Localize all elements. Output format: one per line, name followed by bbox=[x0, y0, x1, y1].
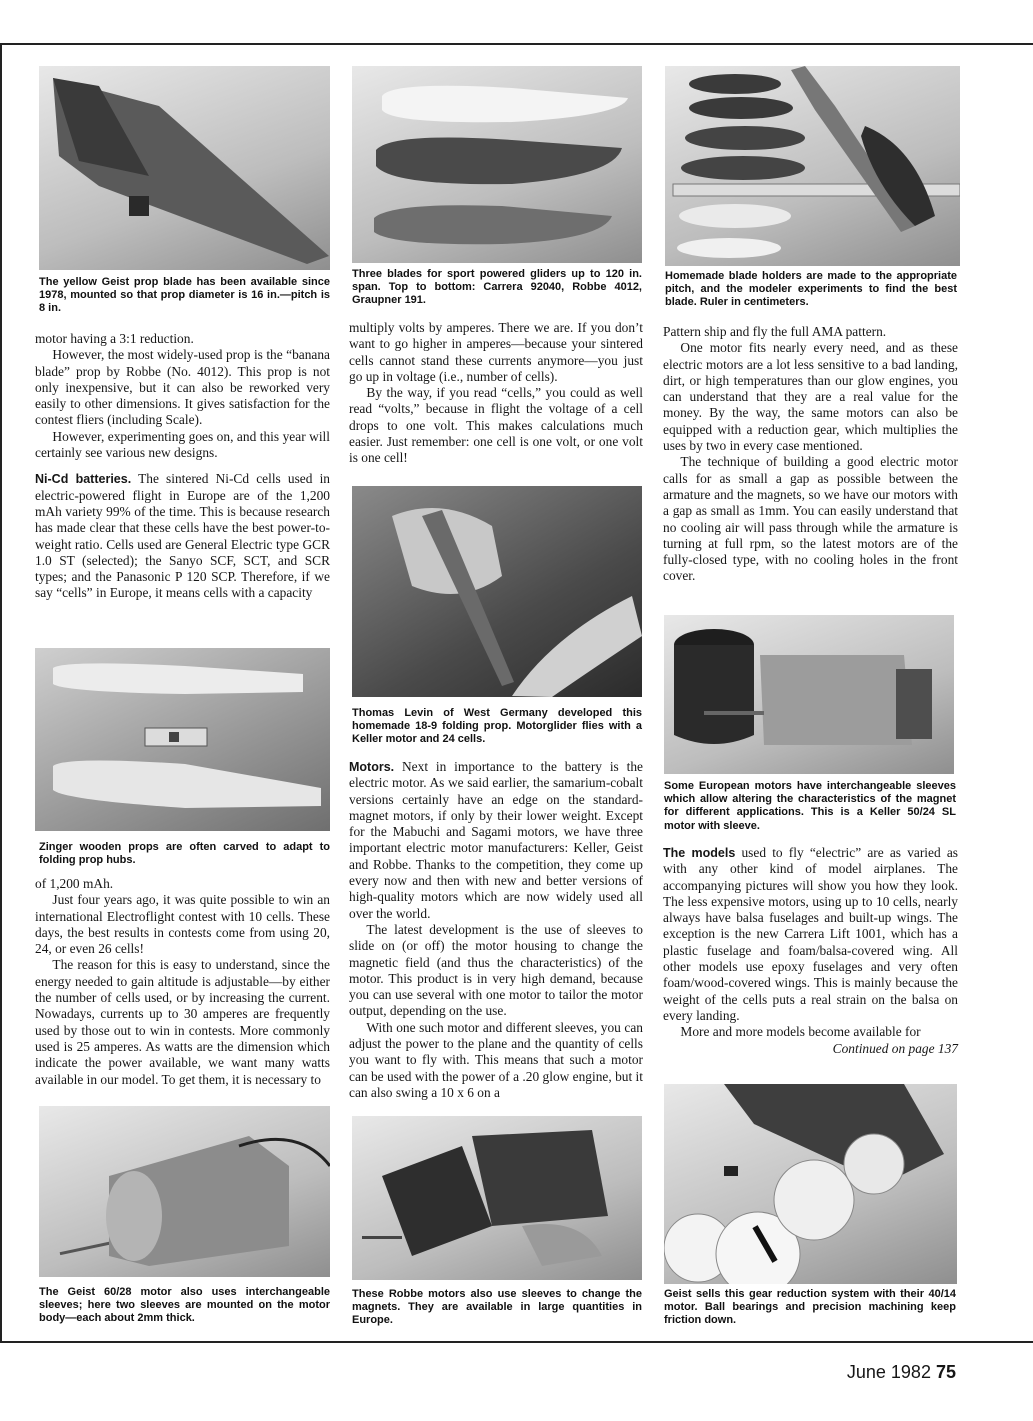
paragraph-models bbox=[663, 845, 958, 1024]
photo-geist-gear-reduction bbox=[664, 1084, 957, 1284]
paragraph: By the way, if you read “cells,” you could as well read “volts,” because in flight the voltage of a cell drops to one volt. This makes calculations much easier. Just remember: one cell is one volt, or one volt is one cell! bbox=[349, 385, 643, 466]
page-number: 75 bbox=[935, 1362, 956, 1382]
left-edge-rule bbox=[0, 43, 2, 1343]
col1-text-top bbox=[35, 331, 330, 602]
caption-robbe-motors: These Robbe motors also use sleeves to change the magnets. They are available in large quantities in Europe. bbox=[352, 1288, 642, 1327]
caption-geist-6028: The Geist 60/28 motor also uses interchangeable sleeves; here two sleeves are mounted on the motor body—each about 2mm thick. bbox=[39, 1286, 330, 1325]
models-body: used to fly “electric” are as varied as with any other kind of model airplanes. The accompanying pictures will show you how they look. The less expensive motors, using up to 10 cells, nearly always have balsa fuselages and built-up wings. The exception is the new Carrera Lift 1001, which has a plastic fuselage and foam/balsa-covered wing. All other models use epoxy fuselages and very often foam/wood-covered wings. This is mainly because the weight of the cells puts a real strain on the balsa on every landing. bbox=[663, 845, 958, 1023]
heading-motors: Motors. bbox=[349, 760, 395, 774]
caption-geist-gear: Geist sells this gear reduction system with their 40/14 motor. Ball bearings and precision machining keep friction down. bbox=[664, 1288, 956, 1327]
heading-models: The models bbox=[663, 846, 736, 860]
paragraph: One motor fits nearly every need, and as these electric motors are a lot less sensitive to a bad landing, dirt, or high temperatures than our glow engines, you can understand that they are a real value for the money. By the way, the same motors can also be equipped with a reduction gear, which multiplies the uses by two in every case mentioned. bbox=[663, 340, 958, 454]
paragraph: With one such motor and different sleeves, you can adjust the power to the plane and the quantity of cells you want to fly with. This means that such a motor can be used with the power of a .20 glow engine, but it can also swing a 10 x 6 on a bbox=[349, 1019, 643, 1100]
caption-thomas-levin: Thomas Levin of West Germany developed this homemade 18-9 folding prop. Motorglider flies with a Keller motor and 24 cells. bbox=[352, 707, 642, 746]
continued-note: Continued on page 137 bbox=[832, 1040, 958, 1056]
bottom-rule bbox=[0, 1341, 1033, 1343]
caption-yellow-geist: The yellow Geist prop blade has been available since 1978, mounted so that prop diameter is 16 in.—pitch is 8 in. bbox=[39, 276, 330, 315]
photo-three-blades bbox=[352, 66, 642, 263]
caption-three-blades: Three blades for sport powered gliders up to 120 in. span. Top to bottom: Carrera 92040, Robbe 4012, Graupner 191. bbox=[352, 268, 642, 307]
photo-keller-motor-sleeve bbox=[664, 615, 954, 774]
col2-text-bottom bbox=[349, 759, 643, 1101]
nicd-body: The sintered Ni-Cd cells used in electric-powered flight in Europe are of the 1,200 mAh variety 99% of the time. This is because research has made clear that these cells have the best power-to-weight ratio. Cells used are General Electric type GCR 1.0 ST (selected); the Sanyo SCF, SCT, and SCR types; and the Panasonic P 120 SCP. Therefore, if we say “cells” in Europe, it means cells with a capacity bbox=[35, 471, 330, 601]
paragraph-nicd bbox=[35, 471, 330, 601]
caption-keller-sleeves: Some European motors have interchangeable sleeves which allow altering the characteristics of the magnet for different applications. This is a Keller 50/24 SL motor with sleeve. bbox=[664, 780, 956, 832]
col3-text-bottom bbox=[663, 845, 958, 1057]
photo-thomas-levin-folding-prop bbox=[352, 486, 642, 697]
page-footer bbox=[847, 1362, 956, 1383]
paragraph-motors bbox=[349, 759, 643, 922]
issue-date: June 1982 bbox=[846, 1362, 931, 1382]
caption-zinger: Zinger wooden props are often carved to adapt to folding prop hubs. bbox=[39, 841, 330, 867]
paragraph: of 1,200 mAh. bbox=[35, 876, 114, 891]
col2-text-top bbox=[349, 320, 643, 467]
photo-yellow-geist-blade bbox=[39, 66, 330, 270]
heading-nicd-batteries: Ni-Cd batteries. bbox=[35, 472, 132, 487]
motors-body: Next in importance to the battery is the electric motor. As we said earlier, the samarium-cobalt versions certainly have an edge on the standard-magnet motors, if only by their lower weight. Except for the Mabuchi and Sagami motors, we have three important electric motor manufacturers: Keller, Geist and Robbe. Thanks to the competition, they come up every now and then with new and better versions of high-quality motors which are now widely used all over the world. bbox=[349, 759, 643, 921]
paragraph: multiply volts by amperes. There we are. If you don’t want to go higher in amperes—because your sintered cells cannot stand these currents anymore—you just go up in voltage (i.e., number of cells). bbox=[349, 320, 643, 384]
photo-homemade-blade-holders bbox=[665, 66, 960, 266]
col3-text-top bbox=[663, 324, 958, 585]
caption-homemade-holders: Homemade blade holders are made to the appropriate pitch, and the modeler experiments to find the best blade. Ruler in centimeters. bbox=[665, 270, 957, 309]
paragraph: More and more models become available for bbox=[680, 1024, 921, 1040]
paragraph: The technique of building a good electric motor calls for as small a gap as possible between the armature and the magnets, so we have our motors with a gap as small as 1mm. You can easily understand that no cooling air will pass through while the armature is turning at full rpm, so the latest motors are of the fully-closed type, with no cooling holes in the front cover. bbox=[663, 454, 958, 584]
col1-text-bottom bbox=[35, 876, 330, 1088]
paragraph: The latest development is the use of sleeves to slide on (or off) the motor housing to change the magnetic field (and thus the characteristics) of the motor. This product is in very high demand, because you can use several with one motor to tailor the motor output, depending on the use. bbox=[349, 921, 643, 1019]
paragraph: Just four years ago, it was quite possible to win an international Electroflight contest with 10 cells. These days, the best results in contests come from using 20, 24, or even 26 cells! bbox=[35, 892, 330, 957]
photo-robbe-motors bbox=[352, 1116, 642, 1280]
paragraph: However, the most widely-used prop is the “banana blade” prop by Robbe (No. 4012). This prop is not only inexpensive, but it can also be reworked very easily to other dimensions. It gives satisfaction for the contest fliers (including Scale). bbox=[35, 347, 330, 428]
photo-zinger-props bbox=[35, 648, 330, 831]
paragraph: The reason for this is easy to understand, since the energy needed to gain altitude is adjustable—by either the number of cells used, or by increasing the current. Nowadays, currents up to 30 amperes are frequently used by those out to win in contests. More commonly used is 25 amperes. As watts are the dimension which indicate the power available, we want many watts available in our model. To get them, it is necessary to bbox=[35, 957, 330, 1087]
paragraph: Pattern ship and fly the full AMA pattern. bbox=[663, 324, 887, 339]
top-rule bbox=[0, 43, 1033, 45]
paragraph: However, experimenting goes on, and this year will certainly see various new designs. bbox=[35, 428, 330, 461]
photo-geist-6028-motor bbox=[39, 1106, 330, 1277]
paragraph: motor having a 3:1 reduction. bbox=[35, 331, 194, 346]
